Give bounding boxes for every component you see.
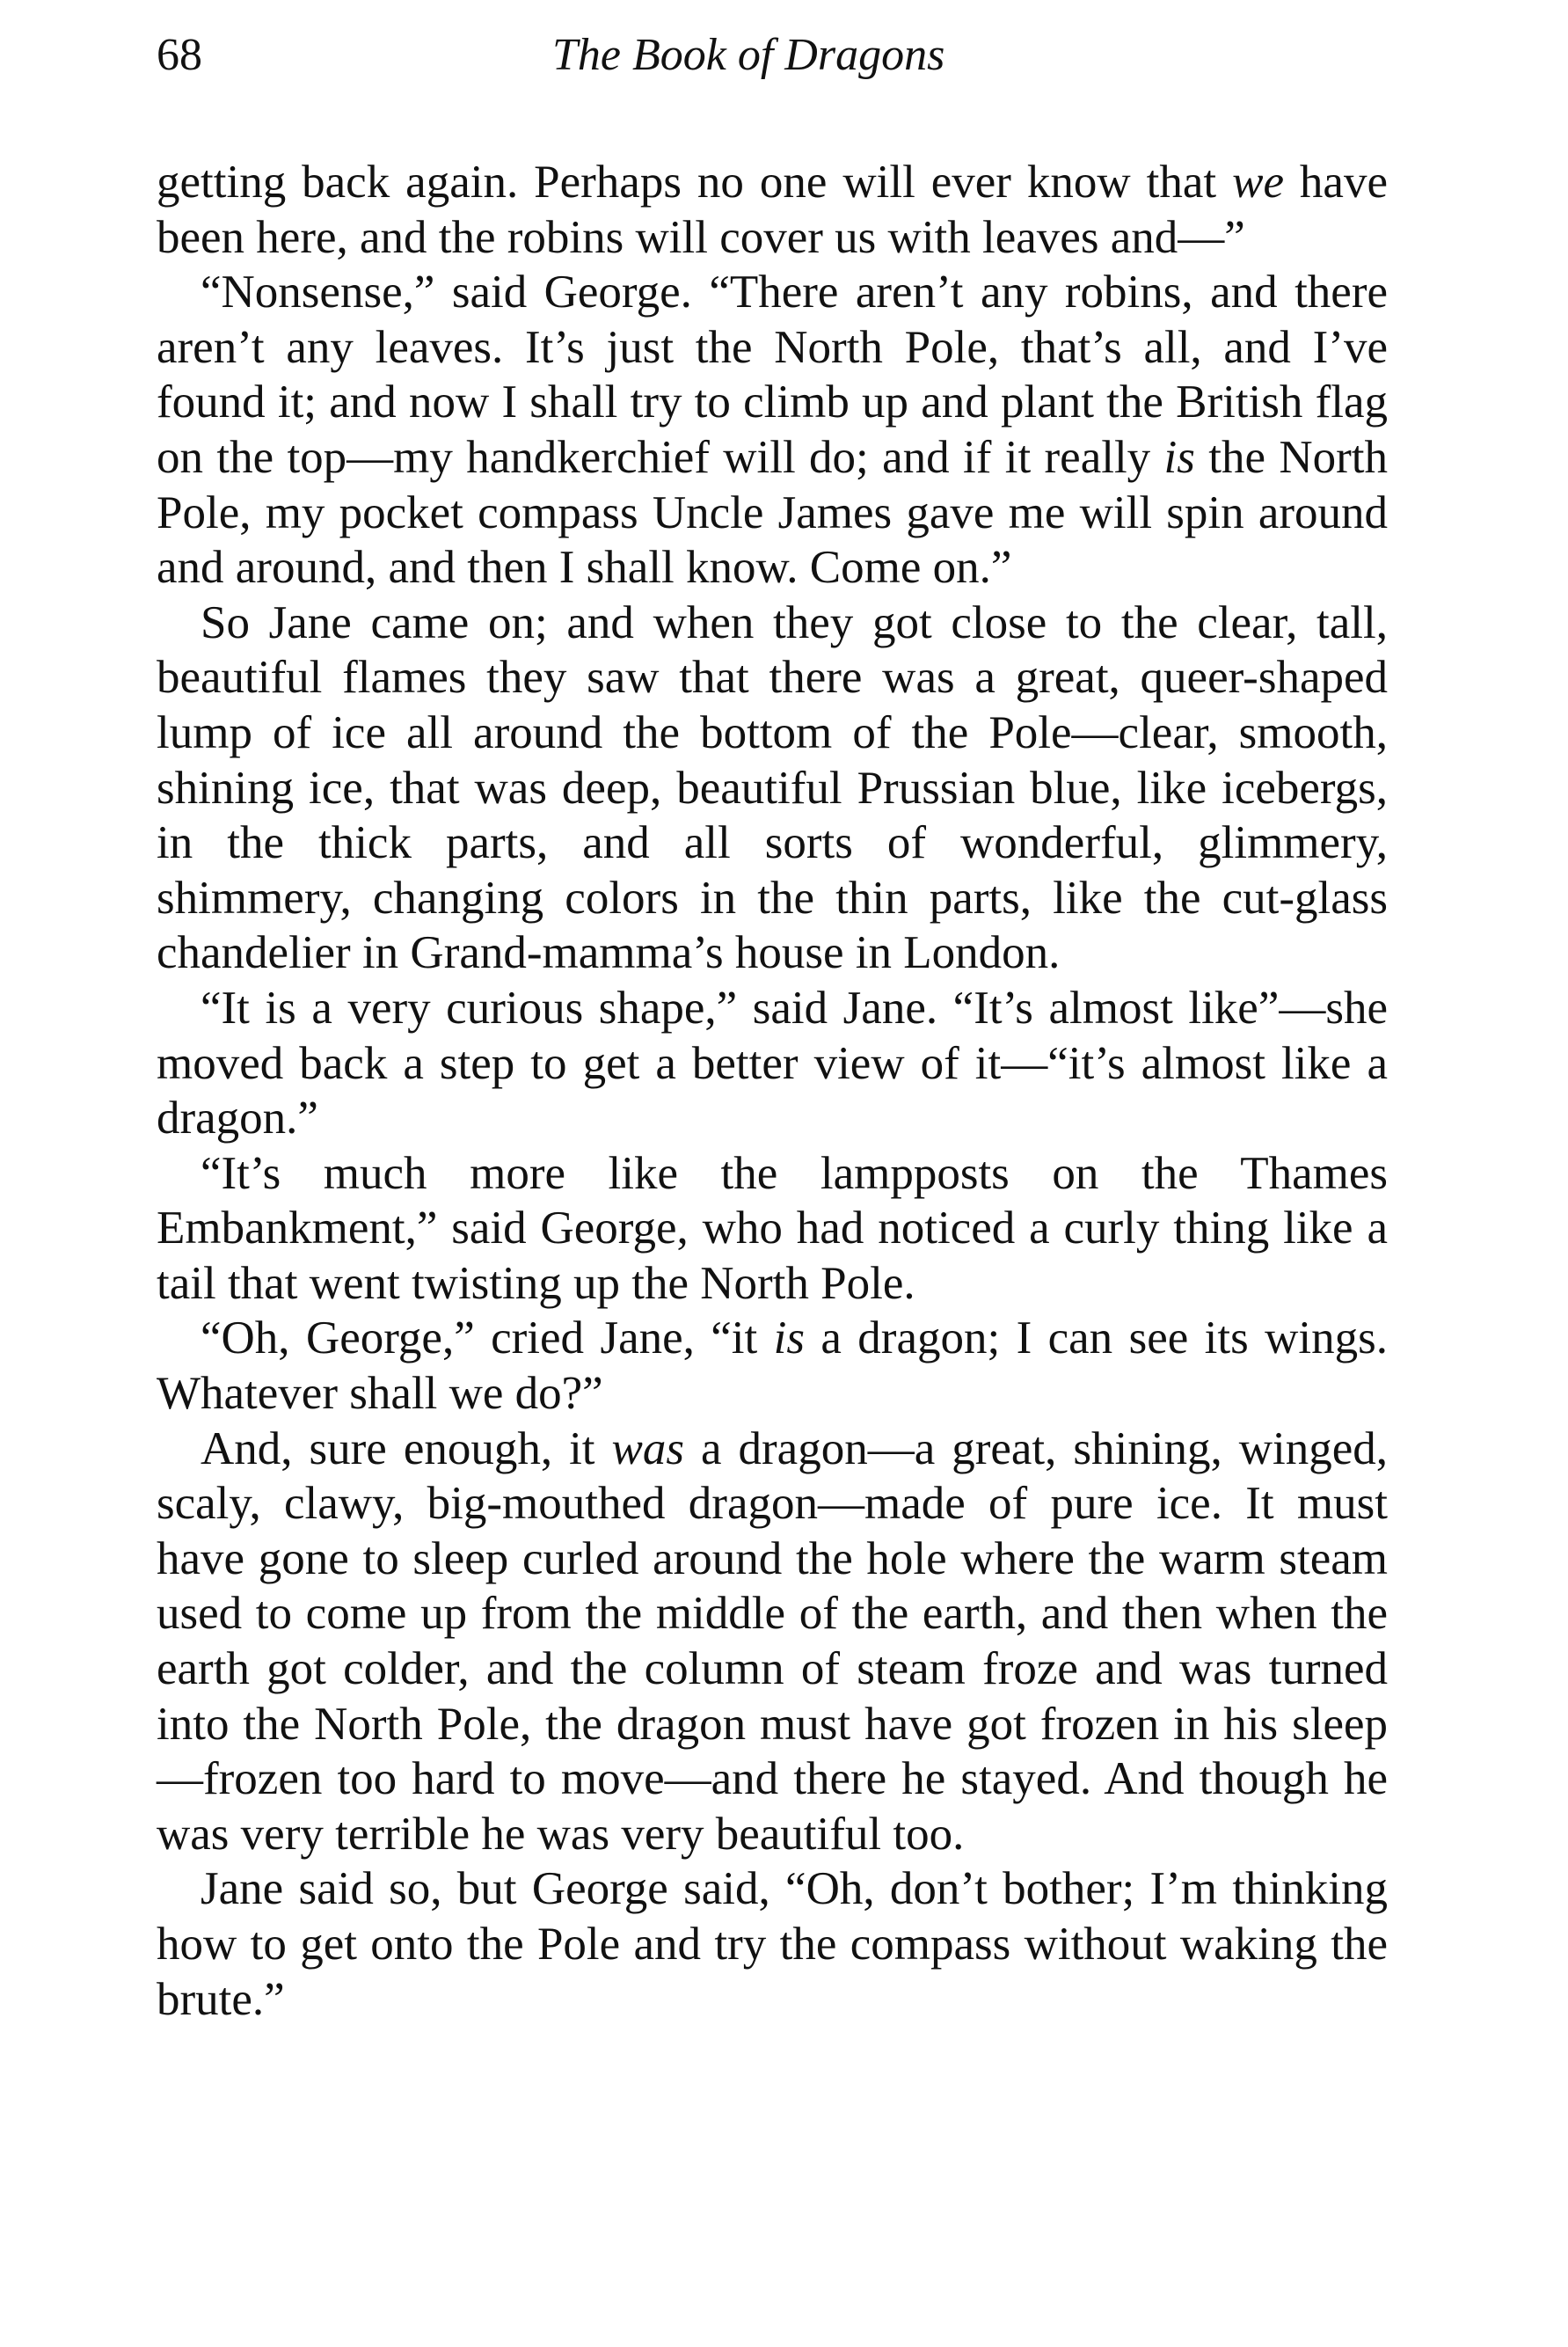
paragraph-6: “Oh, George,” cried Jane, “it is a dragon; I can see its wings. Whatever shall we do?” xyxy=(157,1312,1388,1420)
book-page xyxy=(157,25,1388,2027)
paragraph-5: “It’s much more like the lampposts on the Thames Embankment,” said George, who had noticed a curly thing like a tail that went twisting up the North Pole. xyxy=(157,1147,1388,1309)
paragraph-7: And, sure enough, it was a dragon—a great, shining, winged, scaly, clawy, big-mouthed dragon—made of pure ice. It must have gone to sleep curled around the hole where the warm steam used to come up from the middle of the earth, and then when the earth got colder, and the column of steam froze and was turned into the North Pole, the dragon must have got frozen in his sleep—frozen too hard to move—and there he stayed. And though he was very terrible he was very beautiful too. xyxy=(157,1422,1388,1860)
paragraph-1: getting back again. Perhaps no one will ever know that we have been here, and the robins will cover us with leaves and—” xyxy=(157,157,1388,263)
paragraph-2: “Nonsense,” said George. “There aren’t any robins, and there aren’t any leaves. It’s just the North Pole, that’s all, and I’ve found it; and now I shall try to climb up and plant the British flag on the top—my handkerchief will do; and if it really is the North Pole, my pocket compass Uncle James gave me will spin around and around, and then I shall know. Come on.” xyxy=(157,267,1388,594)
emphasis: is xyxy=(1163,431,1195,483)
page-header xyxy=(157,25,1388,86)
paragraph-8: Jane said so, but George said, “Oh, don’t bother; I’m thinking how to get onto the Pole and try the compass without waking the brute.” xyxy=(157,1863,1388,2025)
paragraph-4: “It is a very curious shape,” said Jane. “It’s almost like”—she moved back a step to get a better view of it—“it’s almost like a dragon.” xyxy=(157,982,1388,1144)
emphasis: was xyxy=(611,1422,685,1474)
emphasis: is xyxy=(773,1312,805,1364)
page-number: 68 xyxy=(157,30,202,80)
running-title: The Book of Dragons xyxy=(552,30,945,80)
body-text xyxy=(157,155,1388,2027)
emphasis: we xyxy=(1232,157,1284,208)
paragraph-3: So Jane came on; and when they got close to the clear, tall, beautiful flames they saw that there was a great, queer-shaped lump of ice all around the bottom of the Pole—clear, smooth, shining ice, that was deep, beautiful Prussian blue, like icebergs, in the thick parts, and all sorts of wonderful, glimmery, shimmery, changing colors in the thin parts, like the cut-glass chandelier in Grand-mamma’s house in London. xyxy=(157,596,1388,979)
